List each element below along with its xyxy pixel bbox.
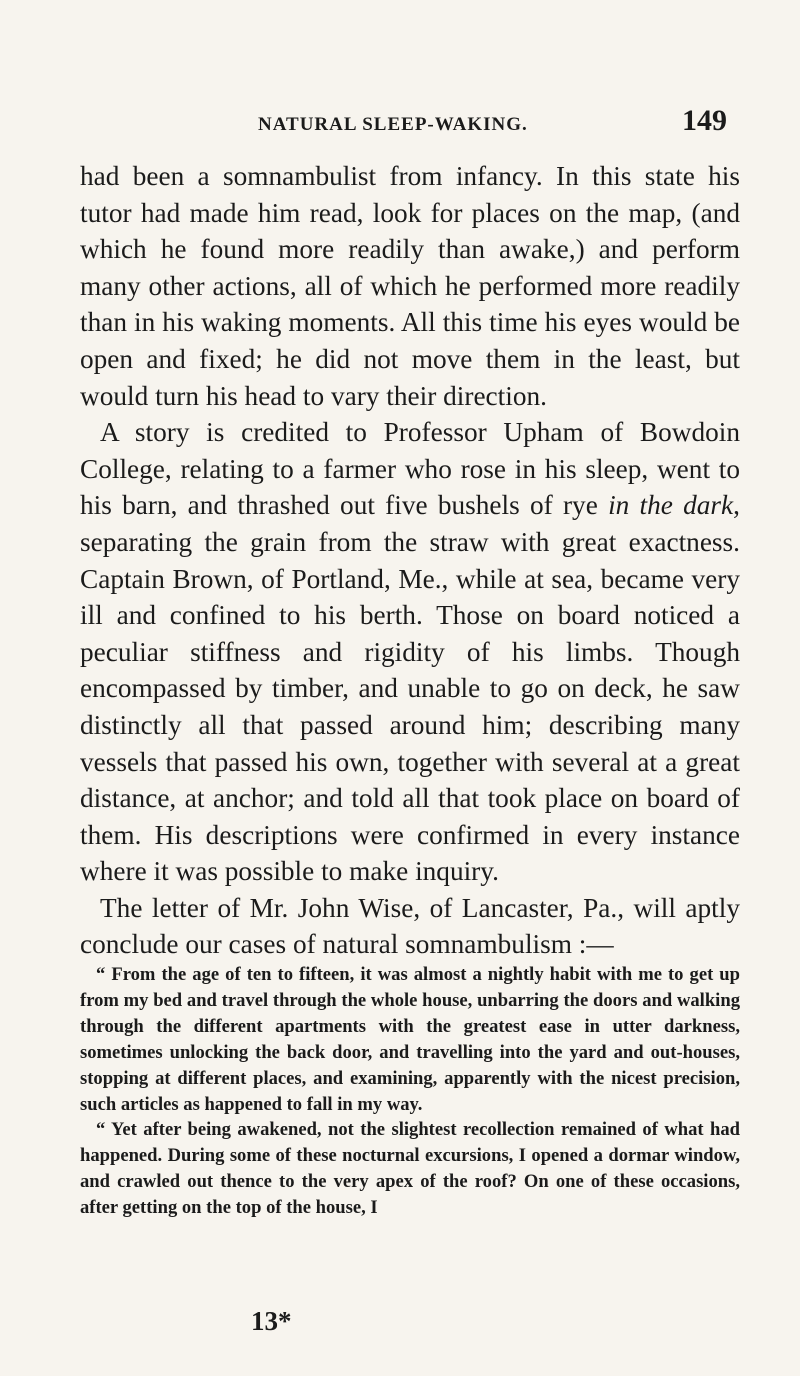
paragraph-text: , separating the grain from the straw with great exactness. Captain Brown, of Portland, Me., while at sea, became very ill and confined to his berth. Those on board noticed a peculiar stiffness and rigidity of his limbs. Though encompassed by timber, and unable to go on deck, he saw distinctly all that passed around him; describing many vessels that passed his own, together with several at a great distance, at anchor; and told all that took place on board of them. His descriptions were confirmed in every instance where it was possible to make inquiry. (80, 490, 740, 887)
emphasis-text: in the dark (608, 490, 734, 521)
paragraph-text: A story is credited to Professor Upham of Bowdoin College, relating to a farmer who rose in his sleep, went to his barn, and thrashed out five bushels of rye (80, 417, 740, 521)
letter-quotation (80, 962, 740, 1221)
page-number: 149 (682, 104, 727, 137)
quote-paragraph: “ Yet after being awakened, not the slightest recollection remained of what had happened. During some of these nocturnal excursions, I opened a dormar window, and crawled out thence to the very apex of the roof? On one of these occasions, after getting on the top of the house, I (80, 1119, 740, 1219)
main-text (80, 158, 740, 963)
paragraph-upham-story (80, 414, 740, 890)
signature-mark: 13* (251, 1306, 292, 1336)
paragraph-continued: had been a somnambulist from infancy. In this state his tutor had made him read, look for places on the map, (and which he found more readily than awake,) and perform many other actions, all of which he performed more readily than in his waking moments. All this time his eyes would be open and fixed; he did not move them in the least, but would turn his head to vary their direction. (80, 161, 740, 411)
paragraph-wise-letter-intro: The letter of Mr. John Wise, of Lancaster, Pa., will aptly conclude our cases of natural somnambulism :— (80, 892, 740, 960)
quote-paragraph: “ From the age of ten to fifteen, it was almost a nightly habit with me to get up from my bed and travel through the whole house, unbarring the doors and walking through the different apartments with the greatest ease in utter darkness, sometimes unlocking the back door, and travelling into the yard and out-houses, stopping at different places, and examining, apparently with the nicest precision, such articles as happened to fall in my way. (80, 964, 740, 1115)
page-header (0, 104, 800, 144)
running-head: NATURAL SLEEP-WAKING. (258, 114, 528, 135)
